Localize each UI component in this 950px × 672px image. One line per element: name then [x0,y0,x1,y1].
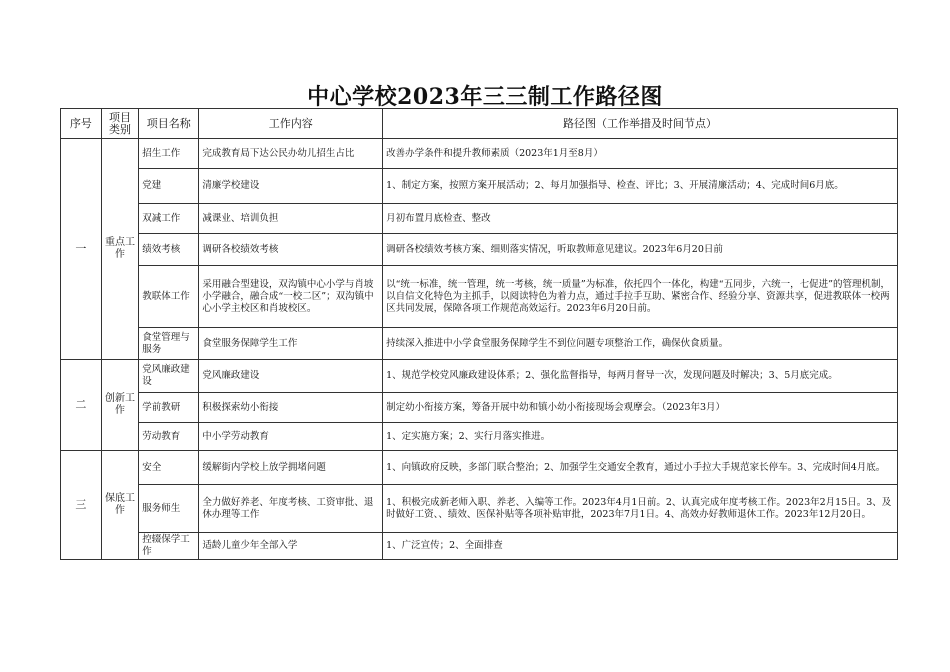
table-row [61,451,898,485]
item-name: 双减工作 [139,204,199,234]
work-content: 调研各校绩效考核 [199,234,383,266]
header-category: 项目类别 [101,109,138,139]
work-content: 党风廉政建设 [199,360,383,393]
path-text: 1、制定方案，按照方案开展活动；2、每月加强指导、检查、评比；3、开展清廉活动；4、完成时间6月底。 [383,169,898,204]
path-text: 持续深入推进中小学食堂服务保障学生不到位问题专项整治工作，确保伙食质量。 [383,328,898,360]
item-name: 党风廉政建设 [139,360,199,393]
item-name: 党建 [139,169,199,204]
group-category: 创新工作 [101,360,138,451]
group-category: 保底工作 [101,451,138,560]
table-row [61,423,898,451]
work-content: 食堂服务保障学生工作 [199,328,383,360]
path-text: 1、定实施方案；2、实行月落实推进。 [383,423,898,451]
work-content: 缓解街内学校上放学拥堵问题 [199,451,383,485]
item-name: 安全 [139,451,199,485]
item-name: 控辍保学工作 [139,533,199,560]
table-row [61,360,898,393]
table-row [61,139,898,169]
path-text: 改善办学条件和提升教师素质（2023年1月至8月） [383,139,898,169]
path-text: 1、广泛宣传；2、全面排查 [383,533,898,560]
work-path-table [60,108,898,560]
item-name: 食堂管理与服务 [139,328,199,360]
path-text: 月初布置月底检查、整改 [383,204,898,234]
item-name: 劳动教育 [139,423,199,451]
table-row [61,328,898,360]
page-title: 中心学校2023年三三制工作路径图 [307,84,663,110]
table-row [61,266,898,328]
header-path: 路径图（工作举措及时间节点） [383,109,898,139]
path-text: 1、向镇政府反映，多部门联合整治；2、加强学生交通安全教育，通过小手拉大手规范家长停车。3、完成时间4月底。 [383,451,898,485]
work-content: 完成教育局下达公民办幼儿招生占比 [199,139,383,169]
item-name: 招生工作 [139,139,199,169]
table-row [61,204,898,234]
table-row [61,533,898,560]
table-row [61,393,898,423]
header-content: 工作内容 [199,109,383,139]
path-text: 1、规范学校党风廉政建设体系；2、强化监督指导，每两月督导一次，发现问题及时解决；3、5月底完成。 [383,360,898,393]
path-text: 制定幼小衔接方案，筹备开展中幼和镇小幼小衔接现场会观摩会。（2023年3月） [383,393,898,423]
path-text: 以“统一标准，统一管理，统一考核，统一质量”为标准，依托四个一体化，构建“五同步，六统一，七促进”的管理机制，以自信文化特色为主抓手，以阅读特色为着力点，通过手拉手互助、紧密合作、经验分享、资源共享，促进教联体一校两区共同发展，保障各项工作规范高效运行。2023年6月20日前。 [383,266,898,328]
work-content: 适龄儿童少年全部入学 [199,533,383,560]
group-seq: 二 [61,360,102,451]
group-category: 重点工作 [101,139,138,360]
work-content: 积极探索幼小衔接 [199,393,383,423]
header-item: 项目名称 [139,109,199,139]
item-name: 服务师生 [139,485,199,533]
table-row [61,485,898,533]
path-text: 调研各校绩效考核方案、细则落实情况，听取教师意见建议。2023年6月20日前 [383,234,898,266]
table-row [61,169,898,204]
table-row [61,234,898,266]
work-content: 减课业、培训负担 [199,204,383,234]
work-content: 全力做好养老、年度考核、工资审批、退休办理等工作 [199,485,383,533]
item-name: 绩效考核 [139,234,199,266]
group-seq: 三 [61,451,102,560]
work-content: 中小学劳动教育 [199,423,383,451]
path-text: 1、积极完成新老师入职、养老、入编等工作。2023年4月1日前。2、认真完成年度考核工作。2023年2月15日。3、及时做好工资、、绩效、医保补贴等各项补贴审批，2023年7月1日。4、高效办好教师退休工作。2023年12月20日。 [383,485,898,533]
work-content: 采用融合型建设，双沟镇中心小学与肖坡小学融合，融合成“一校二区”；双沟镇中心小学主校区和肖坡校区。 [199,266,383,328]
item-name: 学前教研 [139,393,199,423]
group-seq: 一 [61,139,102,360]
item-name: 教联体工作 [139,266,199,328]
work-content: 清廉学校建设 [199,169,383,204]
header-seq: 序号 [61,109,102,139]
